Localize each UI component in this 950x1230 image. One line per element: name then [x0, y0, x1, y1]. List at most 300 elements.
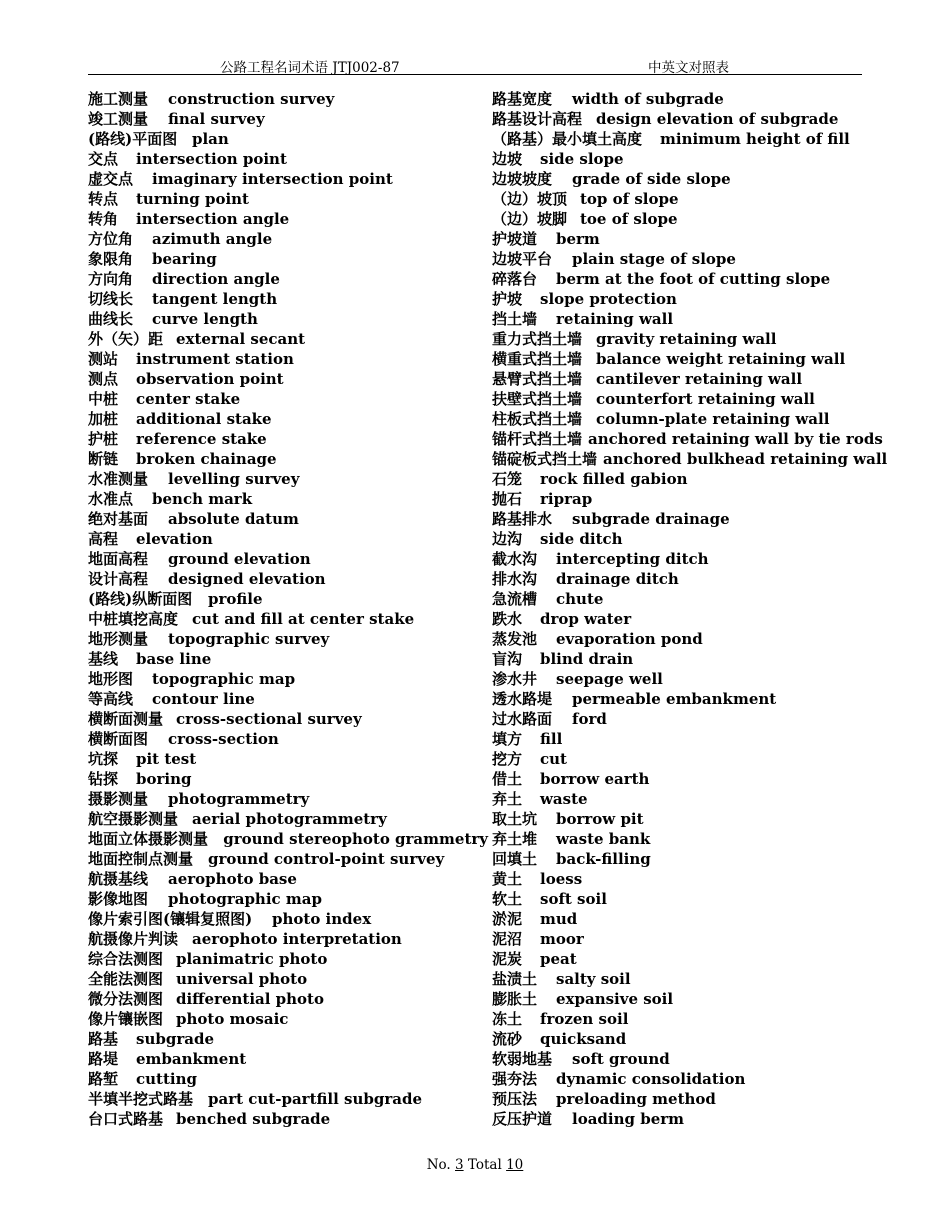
term-row: [492, 649, 862, 669]
term-chinese: 横断面测量: [88, 710, 164, 728]
term-english: curve length: [152, 310, 258, 328]
term-row: [88, 969, 478, 989]
term-chinese: 加桩: [88, 410, 119, 428]
term-row: [88, 829, 488, 849]
term-english: quicksand: [540, 1030, 627, 1048]
term-chinese: 泥沼: [492, 930, 523, 948]
term-english: cut: [540, 750, 567, 768]
term-chinese: 中桩填挖高度: [88, 610, 179, 628]
term-row: [88, 809, 478, 829]
term-chinese: 虚交点: [88, 170, 134, 188]
term-english: reference stake: [136, 430, 267, 448]
term-chinese: 边坡: [492, 150, 523, 168]
term-chinese: 转点: [88, 190, 119, 208]
term-row: [88, 669, 478, 689]
term-row: [492, 329, 862, 349]
term-english: profile: [208, 590, 263, 608]
term-row: [88, 289, 478, 309]
term-row: [88, 1109, 478, 1129]
term-english: drainage ditch: [556, 570, 679, 588]
term-chinese: 强夯法: [492, 1070, 538, 1088]
term-row: [88, 589, 478, 609]
term-row: [88, 269, 478, 289]
term-row: [492, 849, 862, 869]
term-english: direction angle: [152, 270, 280, 288]
term-row: [492, 269, 862, 289]
term-row: [492, 689, 862, 709]
term-chinese: 半填半挖式路基: [88, 1090, 194, 1108]
term-english: differential photo: [176, 990, 324, 1008]
term-english: universal photo: [176, 970, 308, 988]
term-chinese: 横断面图: [88, 730, 149, 748]
term-english: minimum height of fill: [660, 130, 850, 148]
term-english: intersection point: [136, 150, 287, 168]
term-chinese: 航摄像片判读: [88, 930, 179, 948]
term-english: ground stereophoto grammetry: [223, 830, 488, 848]
term-row: [492, 729, 862, 749]
term-row: [88, 1069, 478, 1089]
term-english: absolute datum: [168, 510, 299, 528]
term-row: [492, 549, 862, 569]
term-chinese: 蒸发池: [492, 630, 538, 648]
term-row: [88, 709, 478, 729]
term-english: photo index: [272, 910, 372, 928]
term-chinese: 地形测量: [88, 630, 149, 648]
term-chinese: 微分法测图: [88, 990, 164, 1008]
term-row: [492, 749, 862, 769]
term-english: evaporation pond: [556, 630, 703, 648]
term-chinese: 钻探: [88, 770, 119, 788]
term-row: [88, 429, 478, 449]
term-english: azimuth angle: [152, 230, 273, 248]
term-english: ground control-point survey: [208, 850, 445, 868]
term-chinese: 航空摄影测量: [88, 810, 179, 828]
term-chinese: 横重式挡土墙: [492, 350, 583, 368]
term-chinese: 锚杆式挡土墙: [492, 430, 583, 448]
term-row: [492, 449, 888, 469]
term-chinese: 扶壁式挡土墙: [492, 390, 583, 408]
term-english: bearing: [152, 250, 217, 268]
term-english: rock filled gabion: [540, 470, 688, 488]
term-row: [88, 329, 478, 349]
term-chinese: （路基）最小填土高度: [492, 130, 643, 148]
term-row: [492, 669, 862, 689]
term-row: [88, 909, 478, 929]
term-chinese: 水准点: [88, 490, 134, 508]
term-english: seepage well: [556, 670, 663, 688]
term-chinese: 软土: [492, 890, 523, 908]
term-row: [492, 889, 862, 909]
term-chinese: 流砂: [492, 1030, 523, 1048]
term-english: permeable embankment: [572, 690, 777, 708]
term-row: [492, 629, 862, 649]
term-chinese: 路基: [88, 1030, 119, 1048]
term-chinese: 悬臂式挡土墙: [492, 370, 583, 388]
term-row: [492, 989, 862, 1009]
term-row: [88, 549, 478, 569]
term-english: boring: [136, 770, 192, 788]
term-row: [492, 609, 862, 629]
footer-prefix: No.: [426, 1157, 451, 1173]
term-english: balance weight retaining wall: [596, 350, 846, 368]
term-chinese: 护坡: [492, 290, 523, 308]
term-english: borrow earth: [540, 770, 650, 788]
term-chinese: 借土: [492, 770, 523, 788]
term-chinese: 跌水: [492, 610, 523, 628]
term-chinese: 取土坑: [492, 810, 538, 828]
term-chinese: 等高线: [88, 690, 134, 708]
term-english: soft soil: [540, 890, 607, 908]
term-row: [492, 289, 862, 309]
term-english: designed elevation: [168, 570, 326, 588]
term-chinese: 弃土堆: [492, 830, 538, 848]
term-english: cross-sectional survey: [176, 710, 362, 728]
term-row: [492, 409, 862, 429]
term-english: cross-section: [168, 730, 279, 748]
term-english: fill: [540, 730, 563, 748]
term-chinese: 石笼: [492, 470, 523, 488]
term-row: [492, 169, 862, 189]
term-row: [492, 249, 862, 269]
term-row: [492, 969, 862, 989]
term-chinese: 地形图: [88, 670, 134, 688]
term-row: [492, 869, 862, 889]
term-chinese: 护坡道: [492, 230, 538, 248]
term-row: [492, 1069, 862, 1089]
term-english: plan: [192, 130, 229, 148]
term-row: [88, 749, 478, 769]
term-row: [88, 529, 478, 549]
term-row: [88, 729, 478, 749]
term-row: [88, 1009, 478, 1029]
term-english: photo mosaic: [176, 1010, 289, 1028]
term-chinese: 基线: [88, 650, 119, 668]
header-title: 公路工程名词术语 JTJ002-87: [220, 60, 400, 76]
term-chinese: 方向角: [88, 270, 134, 288]
term-row: [492, 1049, 862, 1069]
term-english: grade of side slope: [572, 170, 731, 188]
term-chinese: 台口式路基: [88, 1110, 164, 1128]
term-chinese: 挡土墙: [492, 310, 538, 328]
term-english: slope protection: [540, 290, 677, 308]
term-english: expansive soil: [556, 990, 674, 1008]
term-row: [88, 609, 478, 629]
term-chinese: (路线)纵断面图: [88, 590, 193, 608]
term-row: [88, 209, 478, 229]
term-chinese: 设计高程: [88, 570, 149, 588]
term-row: [88, 689, 478, 709]
term-english: berm at the foot of cutting slope: [556, 270, 831, 288]
term-english: loading berm: [572, 1110, 685, 1128]
term-english: pit test: [136, 750, 197, 768]
term-chinese: 截水沟: [492, 550, 538, 568]
term-chinese: 摄影测量: [88, 790, 149, 808]
term-row: [88, 629, 478, 649]
term-english: dynamic consolidation: [556, 1070, 746, 1088]
term-chinese: (路线)平面图: [88, 130, 178, 148]
term-row: [492, 789, 862, 809]
term-chinese: 地面控制点测量: [88, 850, 194, 868]
term-row: [88, 169, 478, 189]
term-row: [88, 489, 478, 509]
term-chinese: 急流槽: [492, 590, 538, 608]
term-chinese: 透水路堤: [492, 690, 553, 708]
term-row: [88, 789, 478, 809]
term-row: [492, 369, 862, 389]
term-english: back-filling: [556, 850, 651, 868]
term-chinese: 综合法测图: [88, 950, 164, 968]
term-row: [492, 1089, 862, 1109]
term-english: design elevation of subgrade: [596, 110, 839, 128]
term-english: subgrade: [136, 1030, 214, 1048]
term-row: [492, 829, 862, 849]
term-chinese: 反压护道: [492, 1110, 553, 1128]
term-chinese: 回填土: [492, 850, 538, 868]
term-chinese: 地面高程: [88, 550, 149, 568]
term-row: [88, 469, 478, 489]
term-english: planimatric photo: [176, 950, 328, 968]
term-chinese: 切线长: [88, 290, 134, 308]
term-english: ford: [572, 710, 607, 728]
term-chinese: 全能法测图: [88, 970, 164, 988]
term-chinese: 冻土: [492, 1010, 523, 1028]
term-chinese: 过水路面: [492, 710, 553, 728]
term-english: waste: [540, 790, 588, 808]
term-chinese: 测站: [88, 350, 119, 368]
term-chinese: 水准测量: [88, 470, 149, 488]
term-english: topographic survey: [168, 630, 330, 648]
term-chinese: 锚碇板式挡土墙: [492, 450, 598, 468]
term-english: external secant: [176, 330, 306, 348]
term-english: counterfort retaining wall: [596, 390, 815, 408]
term-row: [88, 129, 478, 149]
term-row: [492, 469, 862, 489]
term-english: observation point: [136, 370, 284, 388]
term-english: final survey: [168, 110, 265, 128]
term-english: aerophoto base: [168, 870, 297, 888]
term-chinese: 弃土: [492, 790, 523, 808]
term-english: photographic map: [168, 890, 322, 908]
term-english: cut and fill at center stake: [192, 610, 415, 628]
term-english: imaginary intersection point: [152, 170, 393, 188]
term-row: [492, 429, 883, 449]
term-row: [88, 449, 478, 469]
term-english: gravity retaining wall: [596, 330, 777, 348]
term-row: [492, 349, 862, 369]
term-chinese: 黄土: [492, 870, 523, 888]
term-row: [88, 189, 478, 209]
term-english: anchored bulkhead retaining wall: [603, 450, 888, 468]
term-row: [88, 1049, 478, 1069]
term-english: width of subgrade: [572, 90, 724, 108]
term-row: [492, 89, 862, 109]
term-chinese: 膨胀土: [492, 990, 538, 1008]
term-chinese: 转角: [88, 210, 119, 228]
term-row: [492, 1029, 862, 1049]
term-english: berm: [556, 230, 600, 248]
term-chinese: 重力式挡土墙: [492, 330, 583, 348]
page-footer: [0, 1157, 950, 1173]
term-row: [492, 109, 862, 129]
term-row: [492, 209, 862, 229]
term-row: [88, 1089, 478, 1109]
term-chinese: 外（矢）距: [88, 330, 164, 348]
term-english: additional stake: [136, 410, 272, 428]
term-chinese: 柱板式挡土墙: [492, 410, 583, 428]
term-row: [492, 529, 862, 549]
term-row: [88, 409, 478, 429]
term-english: instrument station: [136, 350, 294, 368]
term-chinese: （边）坡脚: [492, 210, 568, 228]
term-row: [492, 769, 862, 789]
term-english: side ditch: [540, 530, 623, 548]
term-english: broken chainage: [136, 450, 277, 468]
page-total: 10: [506, 1157, 524, 1173]
term-row: [88, 149, 478, 169]
term-row: [492, 389, 862, 409]
term-english: peat: [540, 950, 577, 968]
term-english: elevation: [136, 530, 213, 548]
term-english: mud: [540, 910, 578, 928]
term-chinese: 交点: [88, 150, 119, 168]
term-english: loess: [540, 870, 583, 888]
term-chinese: 断链: [88, 450, 119, 468]
term-chinese: 竣工测量: [88, 110, 149, 128]
term-english: contour line: [152, 690, 255, 708]
term-row: [492, 149, 862, 169]
term-english: soft ground: [572, 1050, 670, 1068]
term-row: [88, 849, 478, 869]
term-english: subgrade drainage: [572, 510, 730, 528]
term-chinese: （边）坡顶: [492, 190, 568, 208]
term-row: [492, 929, 862, 949]
term-chinese: 预压法: [492, 1090, 538, 1108]
term-row: [492, 709, 862, 729]
term-english: benched subgrade: [176, 1110, 331, 1128]
term-english: part cut-partfill subgrade: [208, 1090, 422, 1108]
term-english: photogrammetry: [168, 790, 310, 808]
term-chinese: 渗水井: [492, 670, 538, 688]
term-english: levelling survey: [168, 470, 300, 488]
term-english: retaining wall: [556, 310, 674, 328]
term-chinese: 盐渍土: [492, 970, 538, 988]
term-row: [88, 949, 478, 969]
term-chinese: 碎落台: [492, 270, 538, 288]
term-chinese: 坑探: [88, 750, 119, 768]
header-subtitle: 中英文对照表: [648, 60, 729, 76]
term-row: [88, 929, 478, 949]
term-english: construction survey: [168, 90, 335, 108]
term-row: [492, 809, 862, 829]
term-chinese: 象限角: [88, 250, 134, 268]
term-chinese: 曲线长: [88, 310, 134, 328]
term-chinese: 测点: [88, 370, 119, 388]
term-chinese: 边坡坡度: [492, 170, 553, 188]
term-chinese: 像片镶嵌图: [88, 1010, 164, 1028]
term-chinese: 挖方: [492, 750, 523, 768]
term-english: borrow pit: [556, 810, 644, 828]
term-english: turning point: [136, 190, 249, 208]
term-row: [492, 1109, 862, 1129]
term-chinese: 路基设计高程: [492, 110, 583, 128]
term-english: bench mark: [152, 490, 253, 508]
term-english: ground elevation: [168, 550, 311, 568]
term-row: [492, 909, 862, 929]
term-english: plain stage of slope: [572, 250, 736, 268]
term-english: intersection angle: [136, 210, 290, 228]
term-chinese: 地面立体摄影测量: [88, 830, 209, 848]
term-chinese: 中桩: [88, 390, 119, 408]
term-chinese: 路基宽度: [492, 90, 553, 108]
term-chinese: 抛石: [492, 490, 523, 508]
term-row: [492, 309, 862, 329]
term-chinese: 填方: [492, 730, 523, 748]
term-english: side slope: [540, 150, 624, 168]
term-english: column-plate retaining wall: [596, 410, 830, 428]
term-chinese: 盲沟: [492, 650, 523, 668]
term-chinese: 泥炭: [492, 950, 523, 968]
term-row: [88, 369, 478, 389]
term-chinese: 排水沟: [492, 570, 538, 588]
term-row: [88, 349, 478, 369]
term-row: [88, 109, 478, 129]
term-row: [88, 869, 478, 889]
term-chinese: 路堑: [88, 1070, 119, 1088]
term-chinese: 施工测量: [88, 90, 149, 108]
term-english: embankment: [136, 1050, 247, 1068]
term-chinese: 软弱地基: [492, 1050, 553, 1068]
term-chinese: 影像地图: [88, 890, 149, 908]
term-chinese: 像片索引图(镶辑复照图): [88, 910, 253, 928]
term-row: [492, 1009, 862, 1029]
term-row: [88, 509, 478, 529]
term-row: [88, 569, 478, 589]
term-english: riprap: [540, 490, 593, 508]
term-english: top of slope: [580, 190, 679, 208]
term-english: moor: [540, 930, 584, 948]
term-row: [492, 489, 862, 509]
term-english: chute: [556, 590, 604, 608]
term-english: intercepting ditch: [556, 550, 709, 568]
term-english: topographic map: [152, 670, 296, 688]
term-english: blind drain: [540, 650, 634, 668]
term-english: cutting: [136, 1070, 197, 1088]
footer-total-label: Total: [467, 1157, 502, 1173]
term-row: [88, 769, 478, 789]
term-chinese: 路堤: [88, 1050, 119, 1068]
term-row: [492, 509, 862, 529]
term-row: [88, 389, 478, 409]
term-row: [88, 649, 478, 669]
term-english: center stake: [136, 390, 241, 408]
term-chinese: 高程: [88, 530, 119, 548]
term-row: [88, 889, 478, 909]
term-english: tangent length: [152, 290, 278, 308]
term-chinese: 绝对基面: [88, 510, 149, 528]
term-english: preloading method: [556, 1090, 716, 1108]
term-english: aerial photogrammetry: [192, 810, 387, 828]
term-chinese: 方位角: [88, 230, 134, 248]
term-row: [492, 569, 862, 589]
term-english: aerophoto interpretation: [192, 930, 402, 948]
term-chinese: 路基排水: [492, 510, 553, 528]
left-term-column: [88, 89, 488, 1129]
term-row: [88, 1029, 478, 1049]
term-english: frozen soil: [540, 1010, 629, 1028]
right-term-column: [492, 89, 888, 1129]
term-row: [492, 229, 862, 249]
page-header: [88, 54, 862, 75]
